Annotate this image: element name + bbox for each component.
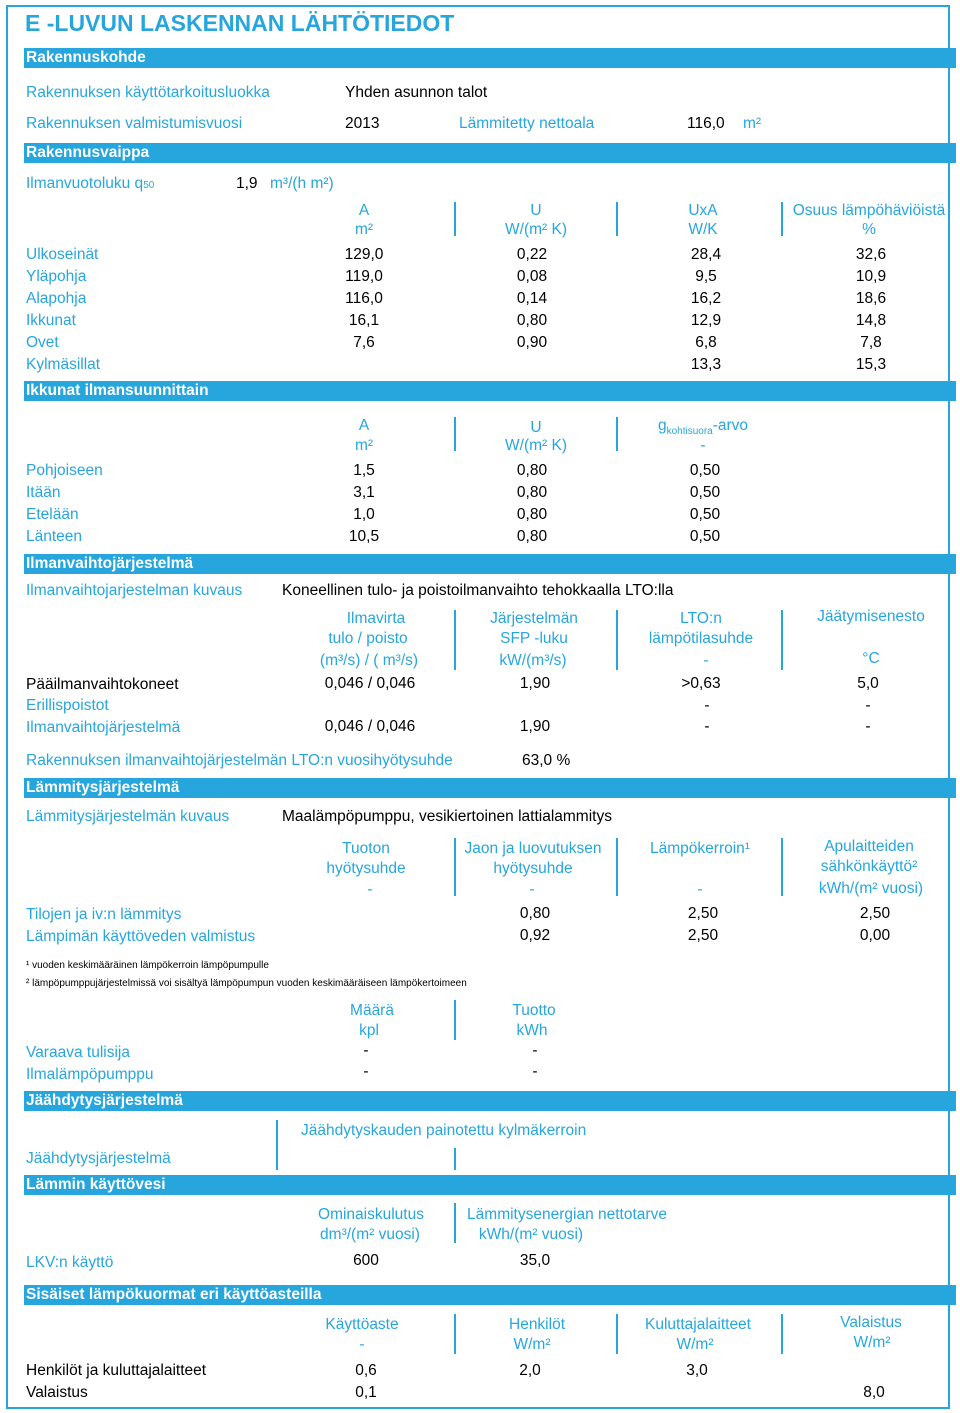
section-ilmanvaihto: Ilmanvaihtojärjestelmä bbox=[24, 554, 956, 574]
row-label: Pohjoiseen bbox=[26, 462, 103, 479]
column-divider bbox=[781, 1314, 783, 1354]
cell-osuus: 14,8 bbox=[855, 312, 887, 329]
lisa-header-tuotto: Tuotto bbox=[512, 1002, 556, 1019]
column-divider bbox=[781, 838, 783, 896]
cell-u: 0,80 bbox=[516, 506, 548, 523]
lto-vuosihyotysuhde-value: 63,0 % bbox=[522, 752, 571, 769]
lammitys-header-sahkonkaytto: sähkönkäyttö² bbox=[820, 858, 918, 875]
header-u: U bbox=[530, 202, 542, 219]
cell-uxa: 6,8 bbox=[695, 334, 717, 351]
cell-kayttoaste: 0,6 bbox=[355, 1362, 377, 1379]
cell-jaatymisenesto: - bbox=[865, 697, 871, 714]
iv-header-tulo-poisto: tulo / poisto bbox=[328, 630, 408, 647]
column-divider bbox=[454, 202, 456, 236]
lammitys-header-lampokerroin: Lämpökerroin¹ bbox=[650, 840, 750, 857]
cell-u: 0,22 bbox=[516, 246, 548, 263]
cell-u: 0,80 bbox=[516, 484, 548, 501]
cell-g: 0,50 bbox=[689, 484, 721, 501]
kuormat-header-henkilot-unit: W/m² bbox=[513, 1336, 551, 1353]
cell-osuus: 32,6 bbox=[855, 246, 887, 263]
cell-sfp: 1,90 bbox=[519, 718, 551, 735]
valmistumisvuosi-value: 2013 bbox=[345, 115, 380, 132]
kuormat-header-valaistus: Valaistus bbox=[840, 1314, 902, 1331]
nettoala-label: Lämmitetty nettoala bbox=[459, 115, 595, 132]
header-g-value: $g_{kohtisuora}$-arvo bbox=[657, 417, 749, 438]
cell-sfp: 1,90 bbox=[519, 675, 551, 692]
iv-header-jaatymisenesto-unit: °C bbox=[862, 650, 880, 667]
header-a: A bbox=[358, 202, 370, 219]
row-label: Varaava tulisija bbox=[26, 1044, 130, 1061]
lkv-header-nettotarve-unit: kWh/(m² vuosi) bbox=[478, 1226, 584, 1243]
lkv-header-nettotarve: Lämmitysenergian nettotarve bbox=[467, 1206, 667, 1223]
column-divider bbox=[276, 1120, 278, 1170]
header-a: A bbox=[358, 417, 370, 434]
cell-jaatymisenesto: - bbox=[865, 718, 871, 735]
row-label: LKV:n käyttö bbox=[26, 1254, 114, 1271]
lammitys-header-jaon: Jaon ja luovutuksen bbox=[464, 840, 602, 857]
row-label: Länteen bbox=[26, 528, 83, 545]
cell-henkilot: 2,0 bbox=[519, 1362, 541, 1379]
cell-jako: 0,92 bbox=[519, 927, 551, 944]
cell-ominaiskulutus: 600 bbox=[353, 1252, 379, 1269]
cell-apulaitteet: 2,50 bbox=[859, 905, 891, 922]
lkv-header-ominaiskulutus: Ominaiskulutus bbox=[318, 1206, 424, 1223]
page-title: E -LUVUN LASKENNAN LÄHTÖTIEDOT bbox=[25, 10, 455, 36]
cell-a: 7,6 bbox=[353, 334, 375, 351]
cell-uxa: 9,5 bbox=[695, 268, 717, 285]
cell-uxa: 12,9 bbox=[690, 312, 722, 329]
cell-maara: - bbox=[363, 1063, 369, 1080]
section-kayttovesi: Lämmin käyttövesi bbox=[24, 1175, 956, 1195]
header-a-unit: m² bbox=[354, 221, 374, 238]
row-label: Valaistus bbox=[26, 1384, 88, 1401]
cell-a: 3,1 bbox=[353, 484, 375, 501]
cell-ilmavirta: 0,046 / 0,046 bbox=[324, 718, 416, 735]
cell-g: 0,50 bbox=[689, 506, 721, 523]
kuormat-header-kayttoaste-unit: - bbox=[359, 1336, 365, 1353]
cell-kuluttajalaitteet: 3,0 bbox=[686, 1362, 708, 1379]
cell-lampokerroin: 2,50 bbox=[687, 905, 719, 922]
cell-lto: - bbox=[704, 718, 710, 735]
footnote-1: ¹ vuoden keskimääräinen lämpökerroin lämpöpumpulle bbox=[26, 960, 269, 971]
ilmanvuotoluku-value: 1,9 bbox=[236, 175, 258, 192]
cell-jako: 0,80 bbox=[519, 905, 551, 922]
cell-apulaitteet: 0,00 bbox=[859, 927, 891, 944]
cell-jaatymisenesto: 5,0 bbox=[857, 675, 879, 692]
row-label: Henkilöt ja kuluttajalaitteet bbox=[26, 1362, 207, 1379]
footnote-2: ² lämpöpumppujärjestelmissä voi sisältyä lämpöpumpun vuoden keskimääräiseen lämpökertoimeen bbox=[26, 978, 467, 989]
header-osuus-unit: % bbox=[862, 221, 876, 238]
kayttotarkoitus-label: Rakennuksen käyttötarkoitusluokka bbox=[26, 84, 270, 101]
row-label: Itään bbox=[26, 484, 61, 501]
header-a-unit: m² bbox=[354, 437, 374, 454]
row-label: Jäähdytysjärjestelmä bbox=[26, 1150, 171, 1167]
lammitys-header-lampokerroin-unit: - bbox=[697, 881, 703, 898]
cell-osuus: 15,3 bbox=[855, 356, 887, 373]
lammitys-header-apulaitteiden-unit: kWh/(m² vuosi) bbox=[818, 880, 924, 897]
column-divider bbox=[616, 838, 618, 896]
cell-tuotto: - bbox=[532, 1042, 538, 1059]
cell-valaistus: 8,0 bbox=[863, 1384, 885, 1401]
lkv-header-ominaiskulutus-unit: dm³/(m² vuosi) bbox=[320, 1226, 420, 1243]
column-divider bbox=[454, 1203, 456, 1243]
iv-header-sfp: SFP -luku bbox=[500, 630, 568, 647]
header-uxa-unit: W/K bbox=[688, 221, 718, 238]
nettoala-unit: m² bbox=[743, 115, 762, 132]
iv-header-sfp-unit: kW/(m³/s) bbox=[499, 652, 567, 669]
cell-lto: - bbox=[704, 697, 710, 714]
column-divider bbox=[454, 610, 456, 670]
header-u-unit: W/(m² K) bbox=[505, 437, 567, 454]
row-label: Ilmalämpöpumppu bbox=[26, 1066, 154, 1083]
cell-osuus: 18,6 bbox=[855, 290, 887, 307]
lammitys-header-jaon-unit: - bbox=[529, 881, 535, 898]
section-rakennusvaippa: Rakennusvaippa bbox=[24, 143, 956, 163]
column-divider bbox=[616, 202, 618, 236]
row-label: Yläpohja bbox=[26, 268, 87, 285]
cell-lampokerroin: 2,50 bbox=[687, 927, 719, 944]
cell-a: 119,0 bbox=[345, 268, 383, 285]
cell-tuotto: - bbox=[532, 1063, 538, 1080]
iv-header-jarjestelman: Järjestelmän bbox=[490, 610, 578, 627]
lammitys-header-tuoton-unit: - bbox=[367, 881, 373, 898]
kuormat-header-valaistus-unit: W/m² bbox=[853, 1334, 891, 1351]
cell-a: 10,5 bbox=[348, 528, 380, 545]
row-label: Ilmanvaihtojärjestelmä bbox=[26, 719, 181, 736]
header-g-unit: - bbox=[700, 437, 706, 454]
iv-header-jaatymisenesto: Jäätymisenesto bbox=[817, 608, 925, 625]
iv-header-lto: LTO:n bbox=[680, 610, 722, 627]
cell-kayttoaste: 0,1 bbox=[355, 1384, 377, 1401]
column-divider bbox=[454, 1000, 456, 1040]
lammitys-header-apulaitteiden: Apulaitteiden bbox=[824, 838, 914, 855]
cell-lto: >0,63 bbox=[681, 675, 721, 692]
lammitys-header-hyotysuhde: hyötysuhde bbox=[326, 860, 406, 877]
row-label: Pääilmanvaihtokoneet bbox=[26, 676, 179, 693]
cell-osuus: 10,9 bbox=[855, 268, 887, 285]
cell-uxa: 28,4 bbox=[690, 246, 722, 263]
lto-vuosihyotysuhde-label: Rakennuksen ilmanvaihtojärjestelmän LTO:n vuosihyötysuhde bbox=[26, 752, 453, 769]
cell-maara: - bbox=[363, 1042, 369, 1059]
row-label: Alapohja bbox=[26, 290, 87, 307]
ilmanvuotoluku-unit: m³/(h m²) bbox=[270, 175, 334, 192]
cell-g: 0,50 bbox=[689, 462, 721, 479]
iv-header-lto-unit: - bbox=[703, 652, 709, 669]
cell-u: 0,08 bbox=[516, 268, 548, 285]
cell-a: 1,5 bbox=[353, 462, 375, 479]
cell-u: 0,80 bbox=[516, 462, 548, 479]
cell-u: 0,90 bbox=[516, 334, 548, 351]
section-ikkunat: Ikkunat ilmansuunnittain bbox=[24, 381, 956, 401]
row-label: Tilojen ja iv:n lämmitys bbox=[26, 906, 182, 923]
header-osuus: Osuus lämpöhäviöistä bbox=[792, 202, 946, 219]
header-u-unit: W/(m² K) bbox=[505, 221, 567, 238]
lisa-header-tuotto-unit: kWh bbox=[516, 1022, 548, 1039]
section-kuormat: Sisäiset lämpökuormat eri käyttöasteilla bbox=[24, 1285, 956, 1305]
nettoala-value: 116,0 bbox=[687, 115, 725, 132]
header-u: U bbox=[530, 419, 542, 436]
cell-osuus: 7,8 bbox=[860, 334, 882, 351]
kayttotarkoitus-value: Yhden asunnon talot bbox=[345, 84, 488, 101]
column-divider bbox=[454, 838, 456, 896]
row-label: Kylmäsillat bbox=[26, 356, 101, 373]
cell-a: 16,1 bbox=[348, 312, 380, 329]
row-label: Erillispoistot bbox=[26, 697, 109, 714]
cell-g: 0,50 bbox=[689, 528, 721, 545]
row-label: Ikkunat bbox=[26, 312, 76, 329]
cell-u: 0,80 bbox=[516, 528, 548, 545]
section-lammitys: Lämmitysjärjestelmä bbox=[24, 778, 956, 798]
iv-kuvaus-label: Ilmanvaihtojarjestelman kuvaus bbox=[26, 582, 243, 599]
cell-u: 0,80 bbox=[516, 312, 548, 329]
iv-header-ilmavirta-unit: (m³/s) / ( m³/s) bbox=[319, 652, 419, 669]
lammitys-header-tuoton: Tuoton bbox=[342, 840, 390, 857]
cell-a: 129,0 bbox=[344, 246, 384, 263]
kuormat-header-kuluttajalaitteet-unit: W/m² bbox=[676, 1336, 714, 1353]
row-label: Lämpimän käyttöveden valmistus bbox=[26, 928, 256, 945]
lammitys-header-jaon-hyotysuhde: hyötysuhde bbox=[493, 860, 573, 877]
column-divider bbox=[454, 1314, 456, 1354]
valmistumisvuosi-label: Rakennuksen valmistumisvuosi bbox=[26, 115, 243, 132]
cell-u: 0,14 bbox=[516, 290, 548, 307]
header-uxa: UxA bbox=[688, 202, 718, 219]
column-divider bbox=[616, 1314, 618, 1354]
cell-nettotarve: 35,0 bbox=[519, 1252, 551, 1269]
cell-a: 116,0 bbox=[345, 290, 383, 307]
jaahdytys-header-kylmakerroin: Jäähdytyskauden painotettu kylmäkerroin bbox=[301, 1122, 587, 1139]
row-label: Etelään bbox=[26, 506, 79, 523]
ilmanvuotoluku-label: Ilmanvuotoluku q50 bbox=[26, 175, 155, 192]
iv-header-ilmavirta: Ilmavirta bbox=[346, 610, 406, 627]
section-jaahdytys: Jäähdytysjärjestelmä bbox=[24, 1091, 956, 1111]
lisa-header-maara: Määrä bbox=[350, 1002, 394, 1019]
column-divider bbox=[781, 202, 783, 236]
cell-a: 1,0 bbox=[353, 506, 375, 523]
lammitys-kuvaus-value: Maalämpöpumppu, vesikiertoinen lattialammitys bbox=[282, 808, 612, 825]
cell-ilmavirta: 0,046 / 0,046 bbox=[324, 675, 416, 692]
column-divider bbox=[454, 417, 456, 451]
iv-kuvaus-value: Koneellinen tulo- ja poistoilmanvaihto tehokkaalla LTO:lla bbox=[282, 582, 674, 599]
cell-uxa: 13,3 bbox=[690, 356, 722, 373]
column-divider bbox=[781, 610, 783, 670]
section-rakennuskohde: Rakennuskohde bbox=[24, 48, 956, 68]
kuormat-header-kayttoaste: Käyttöaste bbox=[325, 1316, 399, 1333]
kuormat-header-henkilot: Henkilöt bbox=[509, 1316, 565, 1333]
lisa-header-maara-unit: kpl bbox=[359, 1022, 379, 1039]
iv-header-lampotilasuhde: lämpötilasuhde bbox=[648, 630, 754, 647]
column-divider bbox=[616, 610, 618, 670]
row-label: Ovet bbox=[26, 334, 59, 351]
cell-uxa: 16,2 bbox=[690, 290, 722, 307]
lammitys-kuvaus-label: Lämmitysjärjestelmän kuvaus bbox=[26, 808, 230, 825]
row-label: Ulkoseinät bbox=[26, 246, 99, 263]
kuormat-header-kuluttajalaitteet: Kuluttajalaitteet bbox=[645, 1316, 751, 1333]
column-divider bbox=[616, 417, 618, 451]
column-divider bbox=[454, 1148, 456, 1170]
